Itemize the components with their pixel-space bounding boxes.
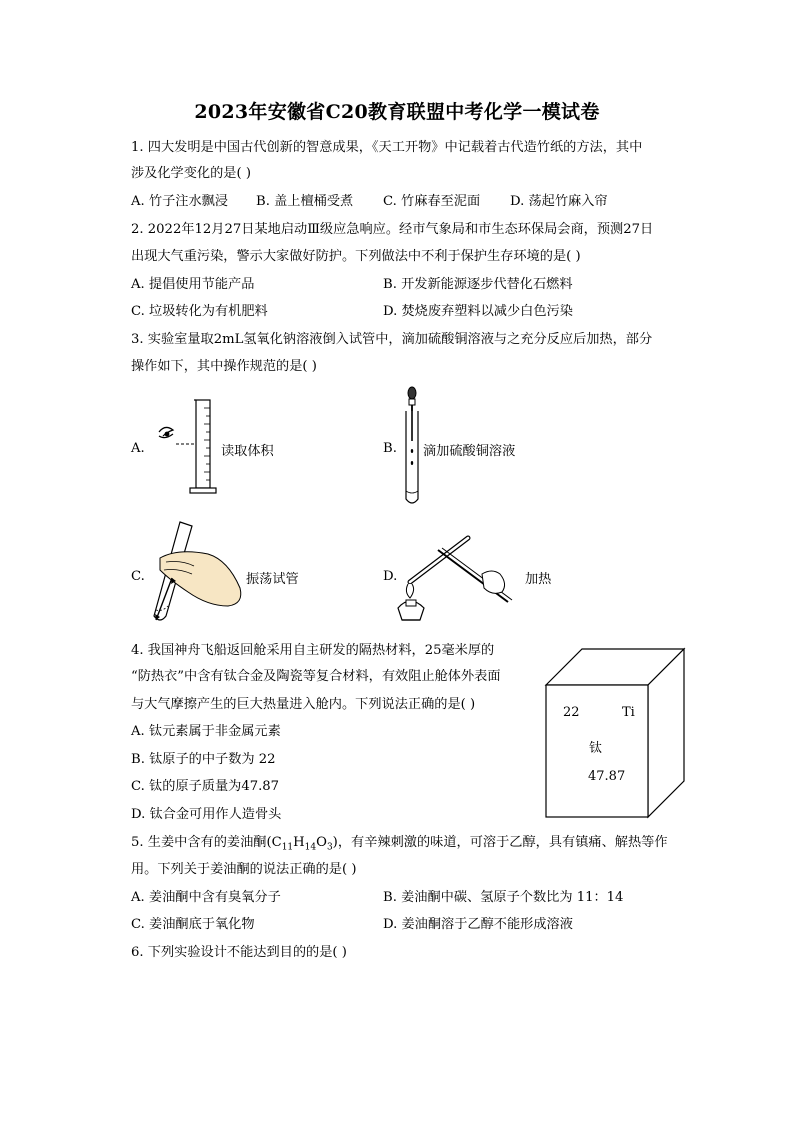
q3-fig-b-caption: 滴加硫酸铜溶液 — [423, 444, 516, 459]
q2-option-a: A. 提倡使用节能产品 — [131, 277, 255, 292]
q1-stem-line2: 涉及化学变化的是( ) — [131, 166, 251, 181]
q3-fig-a-caption: 读取体积 — [221, 444, 274, 459]
q3-fig-d-caption: 加热 — [525, 572, 552, 587]
graduated-cylinder-icon — [150, 396, 230, 496]
q4-option-d: D. 钛合金可用作人造骨头 — [131, 807, 282, 822]
q5-sub-h: 14 — [304, 842, 317, 853]
q2-option-c: C. 垃圾转化为有机肥料 — [131, 304, 268, 319]
q5-stem-line2: 用。下列关于姜油酮的说法正确的是( ) — [131, 862, 357, 877]
page-title: 2023年安徽省C20教育联盟中考化学一模试卷 — [194, 101, 600, 123]
q5-option-d: D. 姜油酮溶于乙醇不能形成溶液 — [383, 917, 573, 932]
heating-test-tube-icon — [396, 528, 526, 628]
q2-option-d: D. 焚烧废弃塑料以减少白色污染 — [383, 304, 573, 319]
q4-option-a: A. 钛元素属于非金属元素 — [131, 724, 281, 739]
q4-option-b: B. 钛原子的中子数为 22 — [131, 752, 276, 767]
q5-option-a: A. 姜油酮中含有臭氧分子 — [131, 890, 281, 905]
q5-text-pre: 5. 生姜中含有的姜油酮(C — [131, 835, 282, 850]
q5-option-b: B. 姜油酮中碳、氢原子个数比为 11：14 — [383, 890, 624, 905]
element-name: 钛 — [589, 741, 603, 756]
q3-fig-b-letter: B. — [383, 441, 397, 456]
q5-text-post: )，有辛辣刺激的味道，可溶于乙醇，具有镇痛、解热等作 — [332, 835, 668, 850]
q3-fig-c-letter: C. — [131, 569, 145, 584]
q4-stem-line1: 4. 我国神舟飞船返回舱采用自主研发的隔热材料，25毫米厚的 — [131, 643, 495, 658]
q1-option-c: C. 竹麻春至泥面 — [383, 194, 481, 209]
q5-option-c: C. 姜油酮底于氧化物 — [131, 917, 255, 932]
q6-stem-line1: 6. 下列实验设计不能达到目的的是( ) — [131, 945, 347, 960]
shaking-test-tube-icon — [148, 518, 248, 628]
element-atomic-number: 22 — [563, 705, 580, 720]
q2-option-b: B. 开发新能源逐步代替化石燃料 — [383, 277, 573, 292]
q3-stem-line1: 3. 实验室量取2mL氢氧化钠溶液倒入试管中，滴加硫酸铜溶液与之充分反应后加热，部分 — [131, 332, 653, 347]
q3-fig-d-letter: D. — [383, 569, 398, 584]
element-cube-icon — [546, 649, 686, 819]
q1-option-a: A. 竹子注水飘浸 — [131, 194, 229, 209]
q5-sub-o: 3 — [326, 842, 333, 853]
q3-fig-a-letter: A. — [131, 441, 145, 456]
q4-stem-line3: 与大气摩擦产生的巨大热量进入舱内。下列说法正确的是( ) — [131, 697, 476, 712]
q5-text-o: O — [316, 835, 327, 850]
q2-stem-line1: 2. 2022年12月27日某地启动Ⅲ级应急响应。经市气象局和市生态环保局会商，预测27日 — [131, 222, 654, 237]
q2-stem-line2: 出现大气重污染，警示大家做好防护。下列做法中不利于保护生存环境的是( ) — [131, 249, 581, 264]
q1-option-b: B. 盖上檀桶受煮 — [256, 194, 354, 209]
q5-sub-c: 11 — [281, 842, 294, 853]
element-symbol: Ti — [622, 705, 635, 720]
q4-option-c: C. 钛的原子质量为47.87 — [131, 779, 280, 794]
element-atomic-mass: 47.87 — [588, 769, 626, 784]
q1-stem-line1: 1. 四大发明是中国古代创新的智意成果，《天工开物》中记载着古代造竹纸的方法，其中 — [131, 140, 643, 155]
q1-option-d: D. 荡起竹麻入帘 — [510, 194, 608, 209]
q3-fig-c-caption: 振荡试管 — [246, 572, 299, 587]
q3-stem-line2: 操作如下，其中操作规范的是( ) — [131, 359, 317, 374]
q5-stem-line1 — [131, 834, 668, 857]
q4-stem-line2: “防热衣”中含有钛合金及陶瓷等复合材料，有效阻止舱体外表面 — [131, 669, 501, 684]
q5-text-h: H — [293, 835, 305, 850]
